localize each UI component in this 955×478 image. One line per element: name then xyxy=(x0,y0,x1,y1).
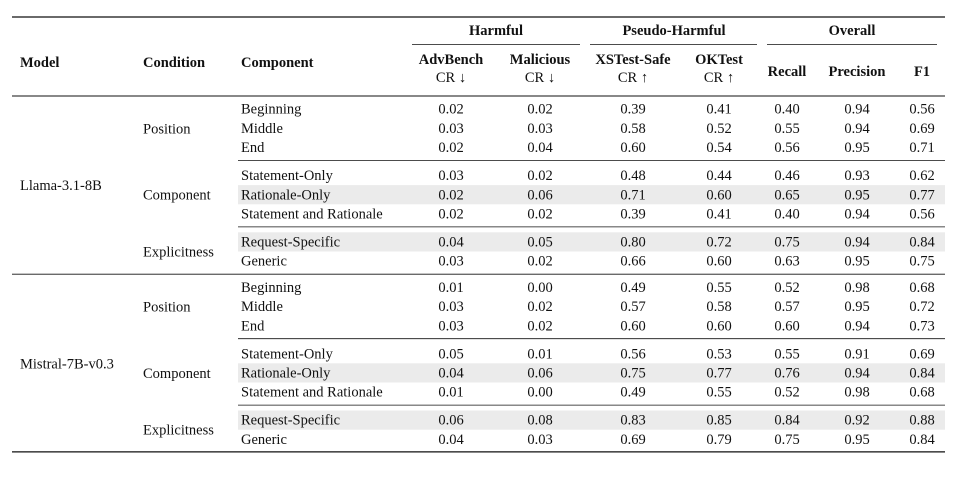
column-header-advbench: AdvBench xyxy=(418,52,484,68)
cell-recall: 0.60 xyxy=(774,318,800,335)
cell-advbench: 0.04 xyxy=(438,431,464,448)
cell-component: Generic xyxy=(241,253,287,270)
cell-malicious: 0.02 xyxy=(527,299,553,316)
column-subheader-advbench: CR ↓ xyxy=(435,70,467,86)
column-header-component: Component xyxy=(241,55,314,71)
cell-recall: 0.75 xyxy=(774,431,800,448)
cell-xstest-safe: 0.75 xyxy=(620,365,646,382)
cell-model: Llama-3.1-8B xyxy=(20,178,102,195)
column-subheader-oktest: CR ↑ xyxy=(703,70,735,86)
cell-xstest-safe: 0.57 xyxy=(620,299,646,316)
cell-component: Statement and Rationale xyxy=(241,384,383,401)
cell-condition: Position xyxy=(143,299,191,316)
cell-malicious: 0.02 xyxy=(527,318,553,335)
row-highlight xyxy=(238,363,945,382)
cell-precision: 0.94 xyxy=(844,101,870,118)
cell-precision: 0.95 xyxy=(844,253,870,270)
cell-precision: 0.94 xyxy=(844,120,870,137)
cell-xstest-safe: 0.56 xyxy=(620,346,646,363)
cell-recall: 0.52 xyxy=(774,279,800,296)
cell-oktest: 0.41 xyxy=(706,206,732,223)
cell-advbench: 0.04 xyxy=(438,365,464,382)
cell-precision: 0.94 xyxy=(844,365,870,382)
cell-f1: 0.77 xyxy=(909,187,935,204)
cell-malicious: 0.03 xyxy=(527,431,553,448)
cell-malicious: 0.01 xyxy=(527,346,553,363)
cell-oktest: 0.72 xyxy=(706,234,732,251)
group-header-harmful: Harmful xyxy=(469,23,523,39)
cell-recall: 0.76 xyxy=(774,365,800,382)
cell-f1: 0.88 xyxy=(909,412,935,429)
cell-precision: 0.95 xyxy=(844,140,870,157)
cell-f1: 0.72 xyxy=(909,299,935,316)
group-header-pseudo-harmful: Pseudo-Harmful xyxy=(622,23,726,39)
cell-f1: 0.56 xyxy=(909,101,935,118)
cell-component: Rationale-Only xyxy=(241,365,331,382)
cell-precision: 0.91 xyxy=(844,346,870,363)
cell-oktest: 0.52 xyxy=(706,120,732,137)
cell-advbench: 0.01 xyxy=(438,384,464,401)
column-header-f1: F1 xyxy=(913,64,931,80)
cell-precision: 0.94 xyxy=(844,318,870,335)
cell-precision: 0.95 xyxy=(844,299,870,316)
cell-component: End xyxy=(241,140,265,157)
cell-xstest-safe: 0.39 xyxy=(620,101,646,118)
column-header-condition: Condition xyxy=(143,55,206,71)
cell-precision: 0.94 xyxy=(844,234,870,251)
cell-recall: 0.56 xyxy=(774,140,800,157)
cell-advbench: 0.02 xyxy=(438,206,464,223)
cell-oktest: 0.41 xyxy=(706,101,732,118)
cell-malicious: 0.03 xyxy=(527,120,553,137)
row-highlight xyxy=(238,185,945,204)
group-header-overall: Overall xyxy=(828,23,876,39)
cell-condition: Position xyxy=(143,121,191,138)
cell-f1: 0.69 xyxy=(909,120,935,137)
cell-f1: 0.56 xyxy=(909,206,935,223)
column-header-recall: Recall xyxy=(767,64,807,80)
cell-f1: 0.68 xyxy=(909,279,935,296)
cell-recall: 0.52 xyxy=(774,384,800,401)
cell-advbench: 0.05 xyxy=(438,346,464,363)
cell-oktest: 0.55 xyxy=(706,384,732,401)
cell-oktest: 0.44 xyxy=(706,168,732,185)
cell-recall: 0.40 xyxy=(774,206,800,223)
cell-precision: 0.93 xyxy=(844,168,870,185)
cell-advbench: 0.03 xyxy=(438,253,464,270)
cell-oktest: 0.58 xyxy=(706,299,732,316)
cell-precision: 0.94 xyxy=(844,206,870,223)
cell-malicious: 0.02 xyxy=(527,206,553,223)
cell-f1: 0.75 xyxy=(909,253,935,270)
cell-recall: 0.65 xyxy=(774,187,800,204)
cell-recall: 0.46 xyxy=(774,168,800,185)
cell-xstest-safe: 0.60 xyxy=(620,318,646,335)
cell-precision: 0.95 xyxy=(844,431,870,448)
cell-component: End xyxy=(241,318,265,335)
cell-condition: Component xyxy=(143,187,211,204)
cell-component: Statement-Only xyxy=(241,346,333,363)
cell-oktest: 0.55 xyxy=(706,279,732,296)
cell-component: Generic xyxy=(241,431,287,448)
cell-f1: 0.62 xyxy=(909,168,935,185)
cell-xstest-safe: 0.69 xyxy=(620,431,646,448)
cell-xstest-safe: 0.39 xyxy=(620,206,646,223)
cell-malicious: 0.00 xyxy=(527,384,553,401)
cell-malicious: 0.02 xyxy=(527,168,553,185)
cell-advbench: 0.03 xyxy=(438,318,464,335)
cell-advbench: 0.01 xyxy=(438,279,464,296)
cell-oktest: 0.60 xyxy=(706,187,732,204)
cell-xstest-safe: 0.60 xyxy=(620,140,646,157)
cell-component: Request-Specific xyxy=(241,412,341,429)
cell-f1: 0.69 xyxy=(909,346,935,363)
cell-advbench: 0.04 xyxy=(438,234,464,251)
cell-malicious: 0.00 xyxy=(527,279,553,296)
cell-f1: 0.68 xyxy=(909,384,935,401)
cell-xstest-safe: 0.49 xyxy=(620,384,646,401)
cell-recall: 0.57 xyxy=(774,299,800,316)
cell-component: Beginning xyxy=(241,279,302,296)
cell-oktest: 0.85 xyxy=(706,412,732,429)
cell-advbench: 0.03 xyxy=(438,299,464,316)
cell-recall: 0.55 xyxy=(774,346,800,363)
column-header-oktest: OKTest xyxy=(695,52,743,68)
cell-malicious: 0.06 xyxy=(527,187,553,204)
cell-oktest: 0.60 xyxy=(706,253,732,270)
cell-component: Statement and Rationale xyxy=(241,206,383,223)
cell-condition: Explicitness xyxy=(143,422,214,439)
cell-recall: 0.84 xyxy=(774,412,800,429)
cell-oktest: 0.60 xyxy=(706,318,732,335)
cell-component: Rationale-Only xyxy=(241,187,331,204)
column-header-malicious: Malicious xyxy=(509,52,571,68)
cell-precision: 0.95 xyxy=(844,187,870,204)
cell-precision: 0.98 xyxy=(844,279,870,296)
cell-precision: 0.98 xyxy=(844,384,870,401)
table-body xyxy=(12,102,945,452)
cell-f1: 0.84 xyxy=(909,365,935,382)
cell-malicious: 0.02 xyxy=(527,101,553,118)
cell-xstest-safe: 0.71 xyxy=(620,187,646,204)
cell-component: Middle xyxy=(241,299,283,316)
cell-component: Beginning xyxy=(241,101,302,118)
column-header-precision: Precision xyxy=(828,64,886,80)
cell-oktest: 0.79 xyxy=(706,431,732,448)
cell-advbench: 0.03 xyxy=(438,168,464,185)
row-highlight xyxy=(238,411,945,430)
cell-advbench: 0.02 xyxy=(438,187,464,204)
cell-recall: 0.63 xyxy=(774,253,800,270)
cell-condition: Component xyxy=(143,365,211,382)
cell-xstest-safe: 0.48 xyxy=(620,168,646,185)
cell-recall: 0.40 xyxy=(774,101,800,118)
cell-model: Mistral-7B-v0.3 xyxy=(20,356,114,373)
cell-oktest: 0.77 xyxy=(706,365,732,382)
row-highlight xyxy=(238,232,945,251)
cell-f1: 0.84 xyxy=(909,234,935,251)
cell-f1: 0.73 xyxy=(909,318,935,335)
cell-advbench: 0.03 xyxy=(438,120,464,137)
column-header-model: Model xyxy=(20,55,60,71)
cell-xstest-safe: 0.83 xyxy=(620,412,646,429)
cell-xstest-safe: 0.58 xyxy=(620,120,646,137)
cell-xstest-safe: 0.49 xyxy=(620,279,646,296)
cell-component: Request-Specific xyxy=(241,234,341,251)
cell-malicious: 0.08 xyxy=(527,412,553,429)
cell-recall: 0.55 xyxy=(774,120,800,137)
cell-f1: 0.84 xyxy=(909,431,935,448)
cell-condition: Explicitness xyxy=(143,244,214,261)
cell-malicious: 0.05 xyxy=(527,234,553,251)
cell-xstest-safe: 0.66 xyxy=(620,253,646,270)
cell-advbench: 0.02 xyxy=(438,101,464,118)
cell-f1: 0.71 xyxy=(909,140,935,157)
cell-component: Middle xyxy=(241,120,283,137)
cell-oktest: 0.53 xyxy=(706,346,732,363)
cell-malicious: 0.06 xyxy=(527,365,553,382)
column-subheader-malicious: CR ↓ xyxy=(524,70,556,86)
column-subheader-xstest-safe: CR ↑ xyxy=(617,70,649,86)
cell-component: Statement-Only xyxy=(241,168,333,185)
cell-recall: 0.75 xyxy=(774,234,800,251)
column-header-xstest-safe: XSTest-Safe xyxy=(595,52,671,68)
cell-malicious: 0.02 xyxy=(527,253,553,270)
cell-malicious: 0.04 xyxy=(527,140,553,157)
cell-precision: 0.92 xyxy=(844,412,870,429)
cell-advbench: 0.06 xyxy=(438,412,464,429)
cell-xstest-safe: 0.80 xyxy=(620,234,646,251)
cell-oktest: 0.54 xyxy=(706,140,732,157)
cell-advbench: 0.02 xyxy=(438,140,464,157)
